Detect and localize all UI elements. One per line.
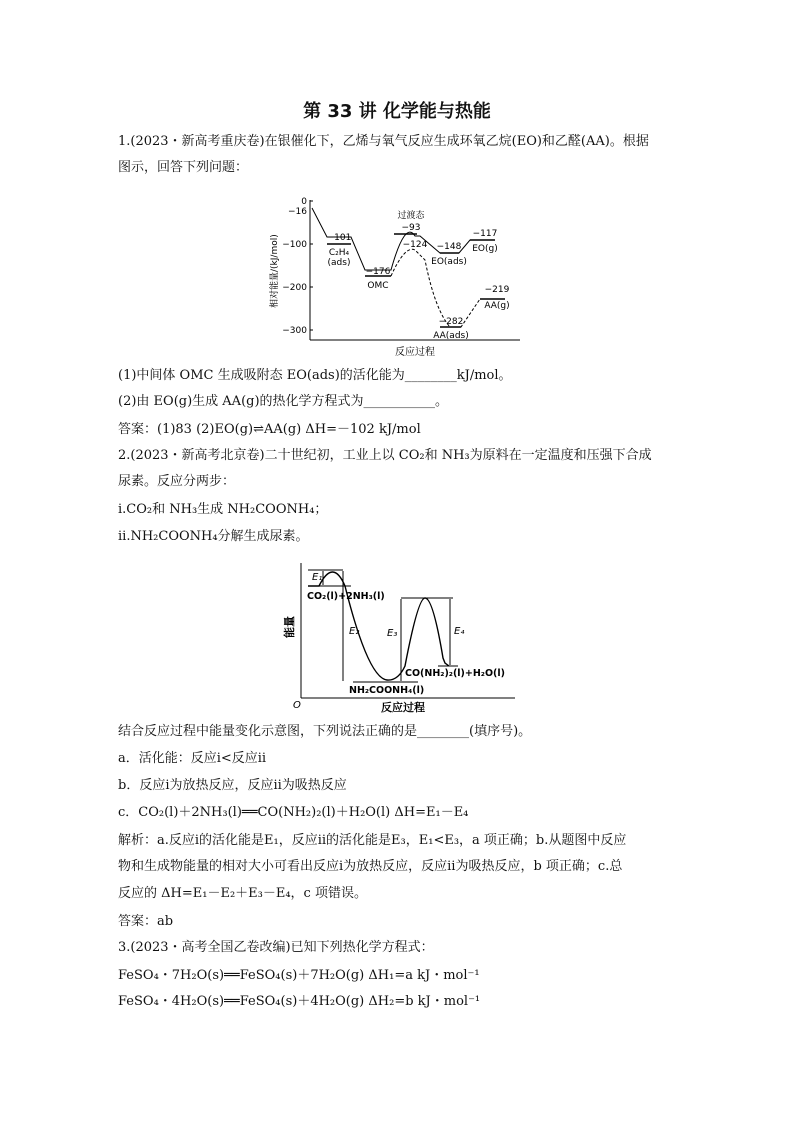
level-c2h4-value: −101 — [326, 233, 352, 243]
level-aaads-value: −282 — [438, 317, 464, 327]
q2-explanation-3: 反应的 ΔH=E₁－E₂＋E₃－E₄，c 项错误。 — [118, 886, 367, 901]
q2-question: 结合反应过程中能量变化示意图，下列说法正确的是________(填序号)。 — [118, 724, 532, 739]
label-e3: E₃ — [387, 628, 398, 639]
ts-label: 过渡态 — [397, 211, 425, 221]
q2-option-a: a．活化能：反应ⅰ<反应ⅱ — [118, 751, 267, 766]
level-eoads-name: EO(ads) — [431, 257, 467, 267]
level-omc-name: OMC — [367, 281, 389, 291]
q3-equation-2: FeSO₄・4H₂O(s)══FeSO₄(s)＋4H₂O(g) ΔH₂=b kJ・mol⁻¹ — [118, 994, 481, 1009]
level-eoads-value: −148 — [436, 242, 462, 252]
level-eog-name: EO(g) — [472, 244, 498, 254]
label-product: CO(NH₂)₂(l)+H₂O(l) — [405, 668, 505, 679]
chart2-ylabel: 能量 — [283, 616, 296, 638]
level-omc-value: −176 — [365, 267, 391, 277]
q1-sub1: (1)中间体 OMC 生成吸附态 EO(ads)的活化能为________kJ/mol。 — [118, 368, 512, 383]
level-ts2-value: −124 — [402, 240, 428, 250]
chart2-origin: O — [293, 700, 301, 711]
q2-explanation-2: 物和生成物能量的相对大小可看出反应ⅰ为放热反应，反应ⅱ为吸热反应，b 项正确；c.总 — [118, 859, 623, 874]
level-aag-name: AA(g) — [484, 301, 510, 311]
label-e4: E₄ — [454, 626, 465, 637]
energy-diagram-2 — [283, 558, 523, 716]
label-e2: E₂ — [349, 626, 360, 637]
q1-stem-line1: 1.(2023・新高考重庆卷)在银催化下，乙烯与氧气反应生成环氧乙烷(EO)和乙醛(AA)。根据 — [118, 134, 649, 149]
page-title: 第 33 讲 化学能与热能 — [303, 101, 491, 122]
ytick-0: 0 — [301, 197, 307, 207]
q1-sub2: (2)由 EO(g)生成 AA(g)的热化学方程式为___________。 — [118, 394, 449, 409]
q2-step2: ⅱ.NH₂COONH₄分解生成尿素。 — [118, 529, 309, 544]
q2-stem-line2: 尿素。反应分两步： — [118, 474, 236, 489]
level-eog-value: −117 — [472, 229, 498, 239]
energy-diagram-1 — [265, 190, 535, 360]
q2-explanation-1: 解析：a.反应ⅰ的活化能是E₁，反应ⅱ的活化能是E₃，E₁<E₃，a 项正确；b.从题图中反应 — [118, 833, 627, 848]
q2-option-c: c．CO₂(l)＋2NH₃(l)══CO(NH₂)₂(l)＋H₂O(l) ΔH=E₁－E₄ — [118, 805, 469, 820]
level-c2h4-name2: (ads) — [327, 258, 351, 268]
q2-stem-line1: 2.(2023・新高考北京卷)二十世纪初，工业上以 CO₂和 NH₃为原料在一定温度和压强下合成 — [118, 448, 652, 463]
q3-stem: 3.(2023・高考全国乙卷改编)已知下列热化学方程式： — [118, 940, 434, 955]
level-ts1-value: −93 — [401, 223, 421, 233]
chart2-xlabel: 反应过程 — [381, 701, 425, 714]
q2-option-b: b．反应ⅰ为放热反应，反应ⅱ为吸热反应 — [118, 778, 347, 793]
ytick-200: −200 — [282, 283, 307, 293]
level-aag-value: −219 — [484, 285, 510, 295]
q2-answer: 答案：ab — [118, 914, 174, 929]
chart1-xlabel: 反应过程 — [395, 347, 435, 358]
chart1-ylabel: 相对能量/(kJ/mol) — [270, 234, 280, 308]
ytick-100: −100 — [282, 240, 307, 250]
q1-stem-line2: 图示，回答下列问题： — [118, 160, 249, 175]
ytick-16: −16 — [288, 207, 307, 217]
q1-answer: 答案：(1)83 (2)EO(g)⇌AA(g) ΔH=－102 kJ/mol — [118, 422, 421, 437]
level-aaads-name: AA(ads) — [433, 331, 469, 341]
level-c2h4-name: C₂H₄ — [328, 248, 350, 258]
q3-equation-1: FeSO₄・7H₂O(s)══FeSO₄(s)＋7H₂O(g) ΔH₁=a kJ・mol⁻¹ — [118, 968, 480, 983]
ytick-300: −300 — [282, 326, 307, 336]
label-e1: E₁ — [312, 572, 323, 583]
q2-step1: ⅰ.CO₂和 NH₃生成 NH₂COONH₄； — [118, 502, 328, 517]
label-reactant: CO₂(l)+2NH₃(l) — [307, 591, 385, 602]
label-intermediate: NH₂COONH₄(l) — [349, 685, 425, 696]
